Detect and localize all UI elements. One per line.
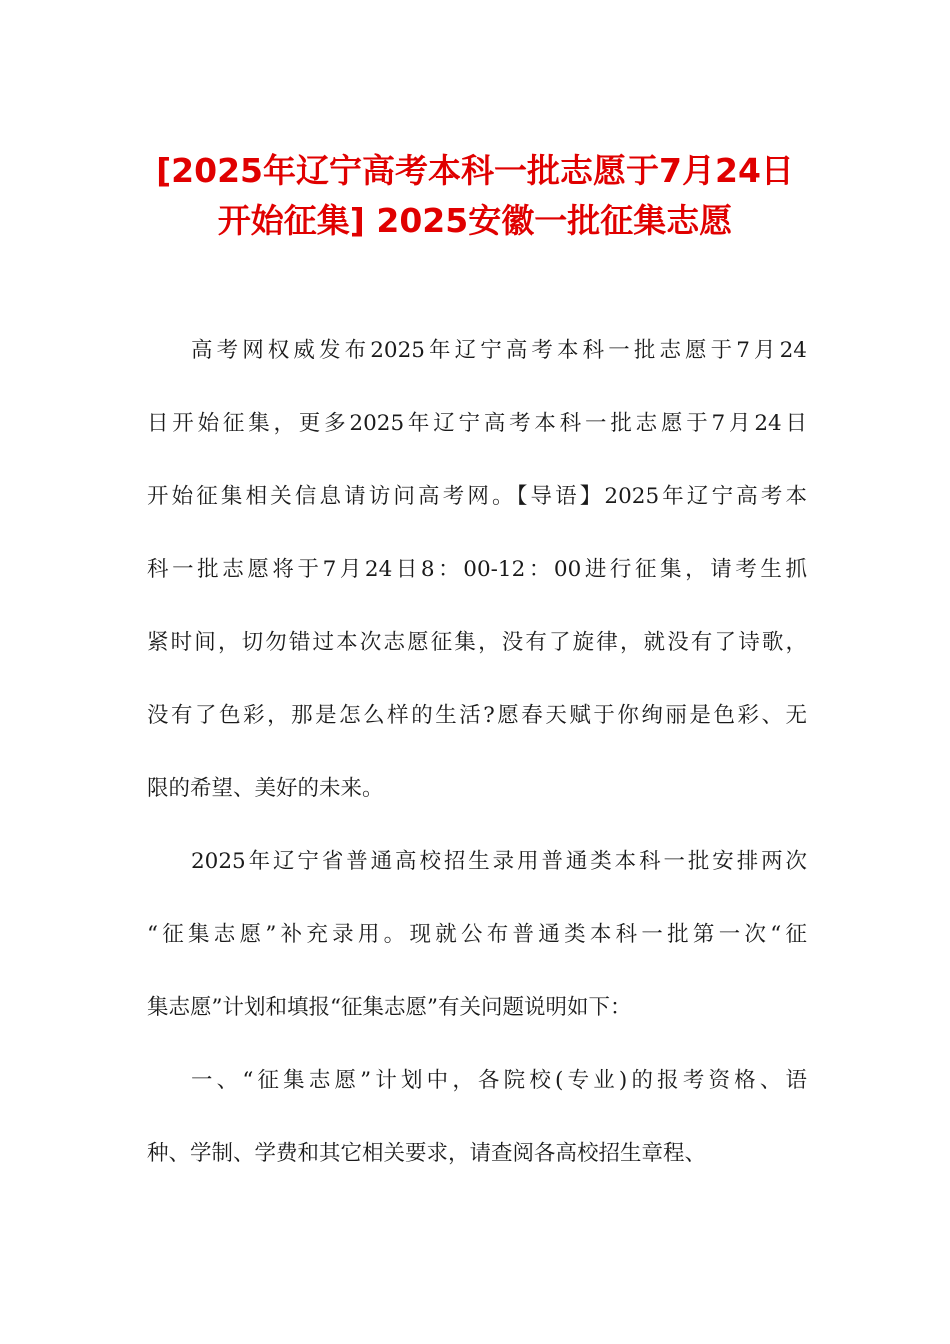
paragraph-1 <box>147 325 807 836</box>
document-title <box>120 146 830 246</box>
text-line: 种、学制、学费和其它相关要求，请查阅各高校招生章程、 <box>147 1141 707 1166</box>
document-body <box>147 325 807 1201</box>
text-line: 科一批志愿将于7月24日8：00-12：00进行征集，请考生抓 <box>147 557 807 582</box>
text-line: 开始征集相关信息请访问高考网。【导语】2025年辽宁高考本 <box>147 484 807 509</box>
text-line: 集志愿”计划和填报“征集志愿”有关问题说明如下： <box>147 995 632 1020</box>
text-line: 高考网权威发布2025年辽宁高考本科一批志愿于7月24 <box>191 338 807 363</box>
title-line-2: 开始征集] 2025安徽一批征集志愿 <box>217 201 733 240</box>
text-line: “征集志愿”补充录用。现就公布普通类本科一批第一次“征 <box>147 922 807 947</box>
title-line-1: [2025年辽宁高考本科一批志愿于7月24日 <box>156 151 794 190</box>
text-line: 限的希望、美好的未来。 <box>147 776 384 801</box>
paragraph-3 <box>147 1055 807 1201</box>
text-line: 没有了色彩，那是怎么样的生活?愿春天赋于你绚丽是色彩、无 <box>147 703 807 728</box>
text-line: 一、“征集志愿”计划中，各院校(专业)的报考资格、语 <box>191 1068 807 1093</box>
paragraph-2 <box>147 836 807 1055</box>
text-line: 日开始征集，更多2025年辽宁高考本科一批志愿于7月24日 <box>147 411 807 436</box>
text-line: 紧时间，切勿错过本次志愿征集，没有了旋律，就没有了诗歌， <box>147 630 807 655</box>
text-line: 2025年辽宁省普通高校招生录用普通类本科一批安排两次 <box>191 849 807 874</box>
